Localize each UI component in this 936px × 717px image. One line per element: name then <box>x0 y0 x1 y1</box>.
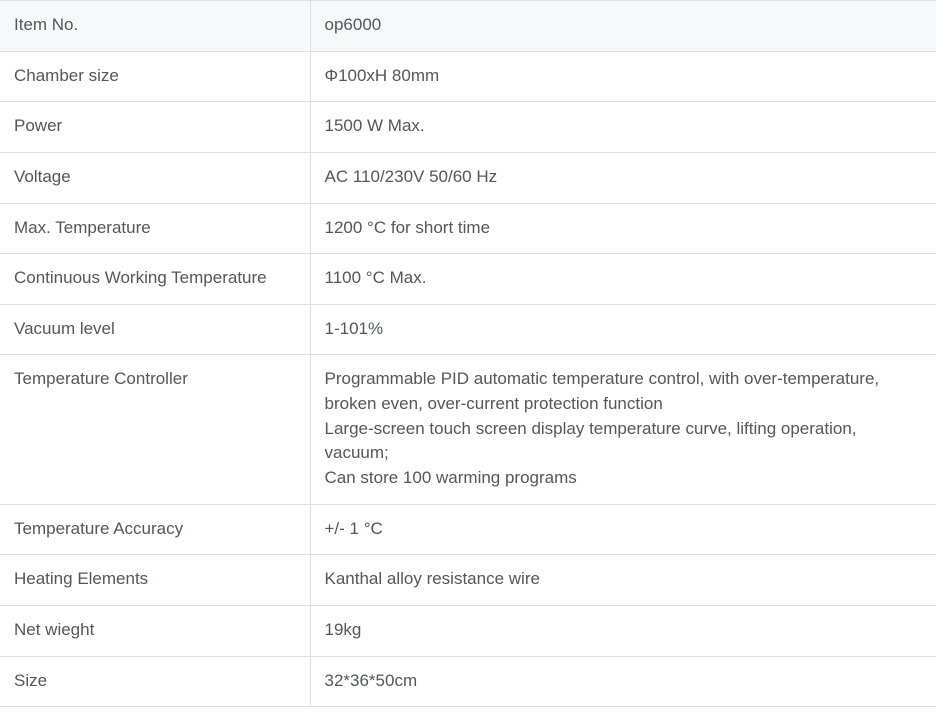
spec-value: Φ100xH 80mm <box>310 51 936 102</box>
spec-label: Chamber size <box>0 51 310 102</box>
spec-value: Kanthal alloy resistance wire <box>310 555 936 606</box>
spec-label: Net wieght <box>0 605 310 656</box>
spec-value: 1500 W Max. <box>310 102 936 153</box>
spec-label: Item No. <box>0 1 310 52</box>
spec-label: Power <box>0 102 310 153</box>
spec-value: 32*36*50cm <box>310 656 936 707</box>
spec-value: AC 110/230V 50/60 Hz <box>310 152 936 203</box>
table-row <box>0 51 936 102</box>
table-row <box>0 304 936 355</box>
spec-value: Programmable PID automatic temperature control, with over-temperature, broken even, over-current protection function Large-screen touch screen display temperature curve, lifting operation, vacuum; Can store 100 warming programs <box>310 355 936 504</box>
spec-label: Temperature Accuracy <box>0 504 310 555</box>
table-body <box>0 1 936 707</box>
spec-value: 19kg <box>310 605 936 656</box>
table-row <box>0 203 936 254</box>
spec-value: +/- 1 °C <box>310 504 936 555</box>
spec-label: Continuous Working Temperature <box>0 254 310 305</box>
table-row <box>0 555 936 606</box>
table-row <box>0 254 936 305</box>
spec-label: Vacuum level <box>0 304 310 355</box>
table-row <box>0 605 936 656</box>
table-row <box>0 102 936 153</box>
table-row <box>0 1 936 52</box>
spec-label: Temperature Controller <box>0 355 310 504</box>
table-row <box>0 656 936 707</box>
spec-label: Size <box>0 656 310 707</box>
table-row <box>0 504 936 555</box>
spec-label: Max. Temperature <box>0 203 310 254</box>
spec-value: 1100 °C Max. <box>310 254 936 305</box>
spec-value: 1-101% <box>310 304 936 355</box>
spec-label: Voltage <box>0 152 310 203</box>
spec-value: 1200 °C for short time <box>310 203 936 254</box>
table-row <box>0 152 936 203</box>
table-row <box>0 355 936 504</box>
spec-label: Heating Elements <box>0 555 310 606</box>
spec-value: op6000 <box>310 1 936 52</box>
